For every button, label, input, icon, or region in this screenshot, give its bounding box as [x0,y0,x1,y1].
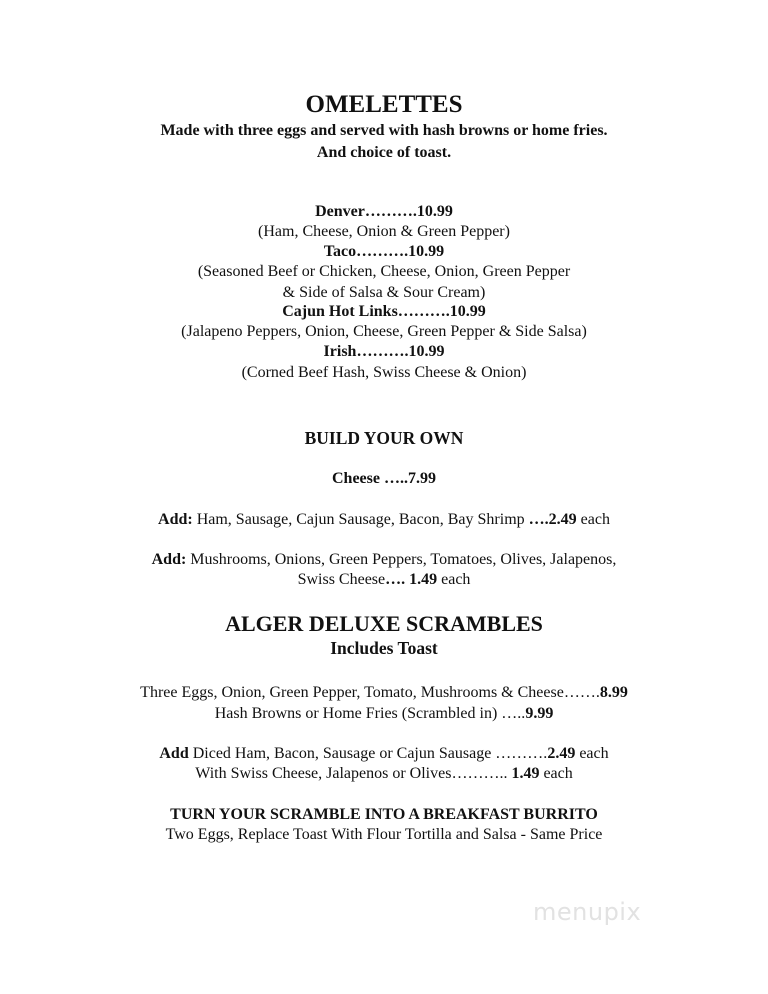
scramble-item-2-price: 9.99 [525,705,554,722]
scramble-add-2-text: With Swiss Cheese, Jalapenos or Olives……….. [195,765,512,782]
scramble-add-2-price: 1.49 [511,765,540,782]
build-add-veg-line2 [0,570,768,590]
omelette-cajun: Cajun Hot Links……….10.99 [282,303,486,320]
omelettes-title: OMELETTES [305,91,463,118]
scramble-add-1-label: Add [159,745,189,762]
scramble-item-2-text: Hash Browns or Home Fries (Scrambled in) ….. [214,705,526,722]
omelette-denver-desc: (Ham, Cheese, Onion & Green Pepper) [258,223,510,240]
build-add-meats [0,510,768,530]
scramble-add-1-price: 2.49 [547,745,576,762]
omelette-taco-desc-2: & Side of Salsa & Sour Cream) [282,284,486,301]
build-add-meats-label: Add: [158,511,193,528]
scramble-item-1-price: 8.99 [599,684,628,701]
scramble-add-1 [0,744,768,764]
build-add-veg [0,550,768,570]
scrambles-subtitle: Includes Toast [330,638,438,658]
build-add-veg-text: Mushrooms, Onions, Green Peppers, Tomatoes, Olives, Jalapenos, [186,551,617,568]
burrito-title: TURN YOUR SCRAMBLE INTO A BREAKFAST BURRITO [170,806,598,823]
omelette-irish: Irish……….10.99 [323,343,445,360]
build-add-meats-suffix: each [576,511,610,528]
omelettes-subtitle-2: And choice of toast. [316,144,452,161]
scramble-add-2 [0,764,768,784]
scramble-add-2-suffix: each [539,765,573,782]
scramble-item-1 [0,683,768,703]
build-add-veg-line2-suffix: each [437,571,471,588]
build-add-veg-line2-text: Swiss Cheese [297,571,386,588]
build-add-veg-label: Add: [151,551,187,568]
omelette-irish-desc: (Corned Beef Hash, Swiss Cheese & Onion) [241,364,527,381]
build-add-veg-line2-price: …. 1.49 [385,571,438,588]
build-cheese: Cheese …..7.99 [332,470,436,487]
omelette-cajun-desc: (Jalapeno Peppers, Onion, Cheese, Green Pepper & Side Salsa) [181,323,587,340]
scramble-add-1-text: Diced Ham, Bacon, Sausage or Cajun Sausage ………. [188,745,548,762]
build-your-own-title: BUILD YOUR OWN [304,428,464,448]
omelette-taco-desc-1: (Seasoned Beef or Chicken, Cheese, Onion, Green Pepper [197,263,571,280]
build-add-meats-text: Ham, Sausage, Cajun Sausage, Bacon, Bay Shrimp [192,511,529,528]
build-add-meats-price: ….2.49 [528,511,577,528]
omelettes-subtitle-1: Made with three eggs and served with hash browns or home fries. [160,122,608,139]
burrito-desc: Two Eggs, Replace Toast With Flour Tortilla and Salsa - Same Price [165,826,603,843]
scramble-item-1-text: Three Eggs, Onion, Green Pepper, Tomato, Mushrooms & Cheese……. [140,684,600,701]
scrambles-title: ALGER DELUXE SCRAMBLES [225,611,543,636]
menupix-watermark: menupix [533,898,642,926]
omelette-denver: Denver……….10.99 [315,203,453,220]
scramble-item-2 [0,704,768,724]
scramble-add-1-suffix: each [575,745,609,762]
omelette-taco: Taco……….10.99 [323,243,445,260]
